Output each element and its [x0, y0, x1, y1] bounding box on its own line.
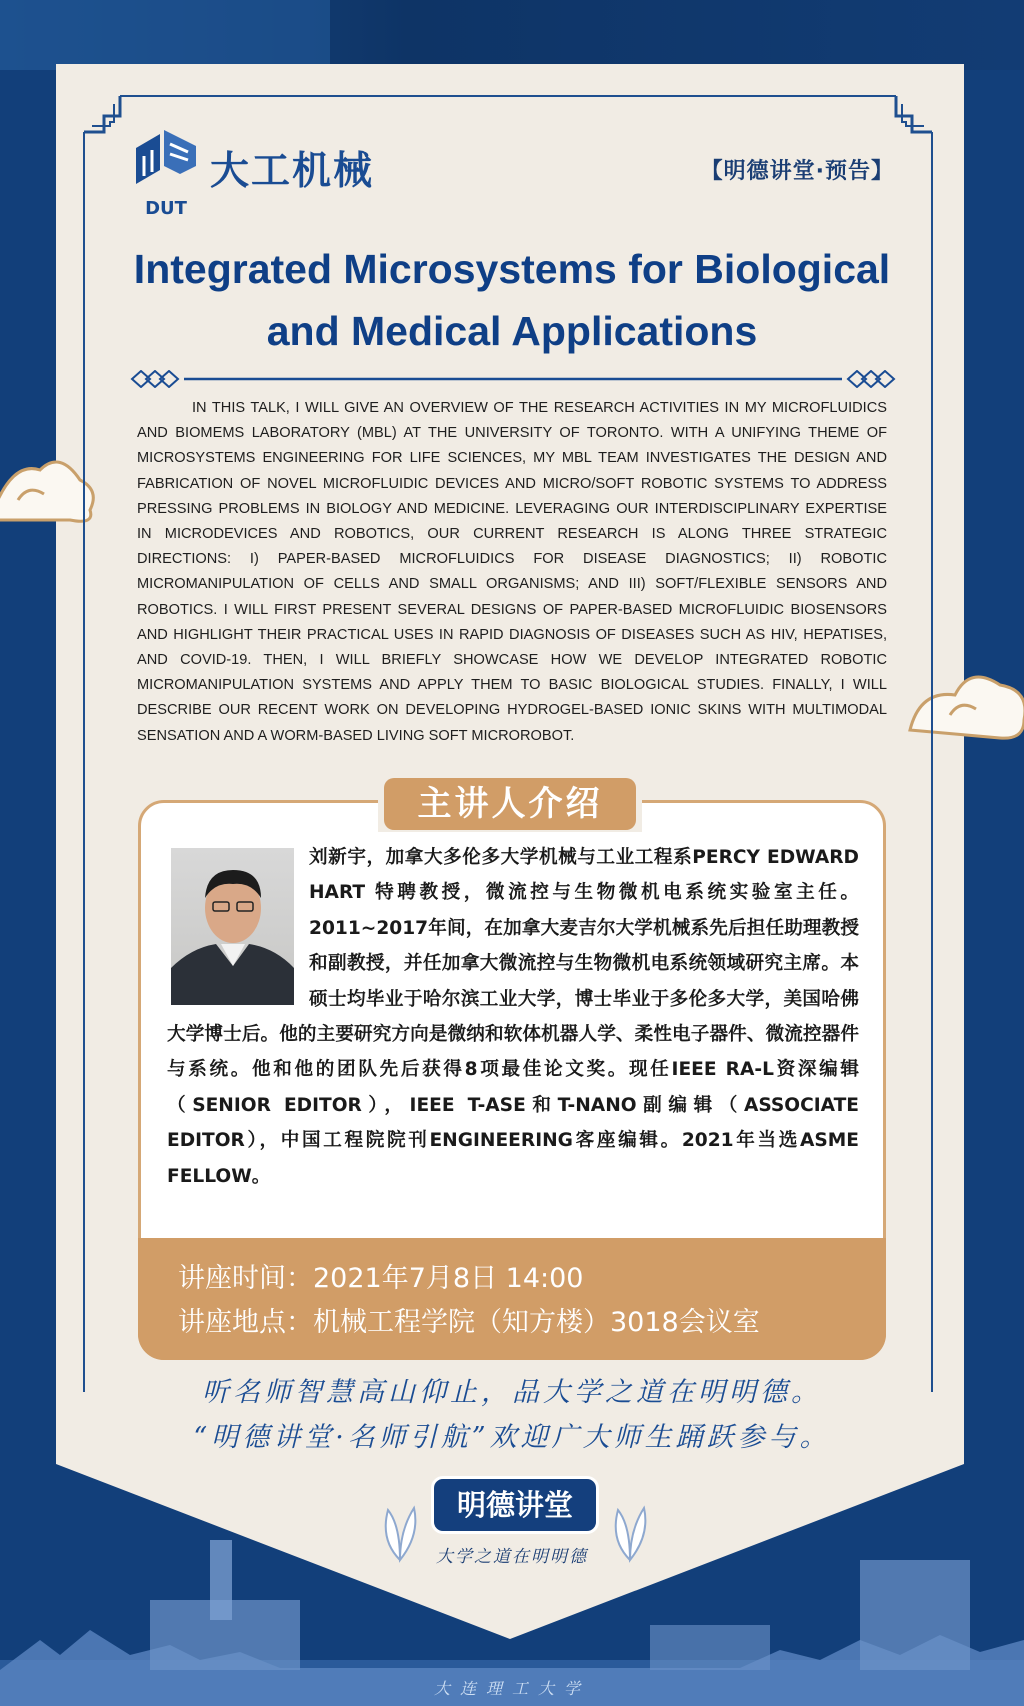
speaker-bio [167, 840, 859, 1194]
speaker-section-title: 主讲人介绍 [384, 778, 636, 830]
talk-title-line2: and Medical Applications [266, 308, 758, 354]
university-name: 大连理工大学 [433, 1679, 590, 1698]
slogan-line1: 听名师智慧高山仰止，品大学之道在明明德。 [202, 1377, 822, 1408]
org-name: 大工机械 [210, 149, 375, 194]
logo-caption: DUT [145, 198, 187, 218]
brand-subtitle: 大学之道在明明德 [436, 1547, 588, 1567]
dut-logo-icon [130, 126, 202, 218]
title-divider [130, 370, 896, 388]
talk-title-line1: Integrated Microsystems for Biological [133, 246, 891, 292]
mingde-brand-badge: 明德讲堂 [431, 1476, 599, 1534]
speaker-bio-text: 刘新宇，加拿大多伦多大学机械与工业工程系PERCY EDWARD HART 特聘教授，微流控与生物微机电系统实验室主任。2011~2017年间，在加拿大麦吉尔大学机械系先后担任助理教授和副教授，并任加拿大微流控与生物微机电系统领域研究主席。本硕士均毕业于哈尔滨工业大学，博士毕业于多伦多大学，美国哈佛大学博士后。他的主要研究方向是微纳和软体机器人学、柔性电子器件、微流控器件与系统。他和他的团队先后获得8项最佳论文奖。现任IEEE RA-L资深编辑（SENIOR EDITOR），IEEE T-ASE和T-NANO副编辑（ASSOCIATE EDITOR），中国工程院院刊ENGINEERING客座编辑。2021年当选ASME FELLOW。 [167, 847, 859, 1187]
top-left-panel [0, 0, 330, 70]
photo-spacer [167, 840, 309, 1014]
talk-abstract: IN THIS TALK, I WILL GIVE AN OVERVIEW OF THE RESEARCH ACTIVITIES IN MY MICROFLUIDICS AND BIOMEMS LABORATORY (MBL) AT THE UNIVERSITY OF TORONTO. WITH A UNIFYING THEME OF MICROSYSTEMS ENGINEERING FOR LIFE SCIENCES, MY MBL TEAM INVESTIGATES THE DESIGN AND FABRICATION OF NOVEL MICROFLUIDIC DEVICES AND MICRO/SOFT ROBOTIC SYSTEMS TO ADDRESS PRESSING PROBLEMS IN BIOLOGY AND MEDICINE. LEVERAGING OUR INTERDISCIPLINARY EXPERTISE IN MICRODEVICES AND ROBOTICS, OUR CURRENT RESEARCH IS ALONG THREE STRATEGIC DIRECTIONS: I) PAPER-BASED MICROFLUIDICS FOR DISEASE DIAGNOSTICS; II) ROBOTIC MICROMANIPULATION OF CELLS AND SMALL ORGANISMS; AND III) SOFT/FLEXIBLE SENSORS AND ROBOTICS. I WILL FIRST PRESENT SEVERAL DESIGNS OF PAPER-BASED MICROFLUIDIC BIOSENSORS AND HIGHLIGHT THEIR PRACTICAL USES IN RAPID DIAGNOSIS OF DISEASES SUCH AS HIV, HEPATISES, AND COVID-19. THEN, I WILL BRIEFLY SHOWCASE HOW WE DEVELOP INTEGRATED ROBOTIC MICROMANIPULATION SYSTEMS AND APPLY THEM TO BASIC BIOLOGICAL STUDIES. FINALLY, I WILL DESCRIBE OUR RECENT WORK ON DEVELOPING HYDROGEL-BASED IONIC SKINS WITH MULTIMODAL SENSATION AND A WORM-BASED LIVING SOFT MICROROBOT. [137, 400, 887, 744]
event-time: 讲座时间：2021年7月8日 14:00 [178, 1263, 584, 1294]
talk-title [100, 238, 924, 362]
event-location: 讲座地点：机械工程学院（知方楼）3018会议室 [178, 1307, 760, 1338]
announcement-tag: 【明德讲堂·预告】 [700, 159, 894, 184]
slogan-line2: “明德讲堂·名师引航”欢迎广大师生踊跃参与。 [193, 1422, 831, 1453]
